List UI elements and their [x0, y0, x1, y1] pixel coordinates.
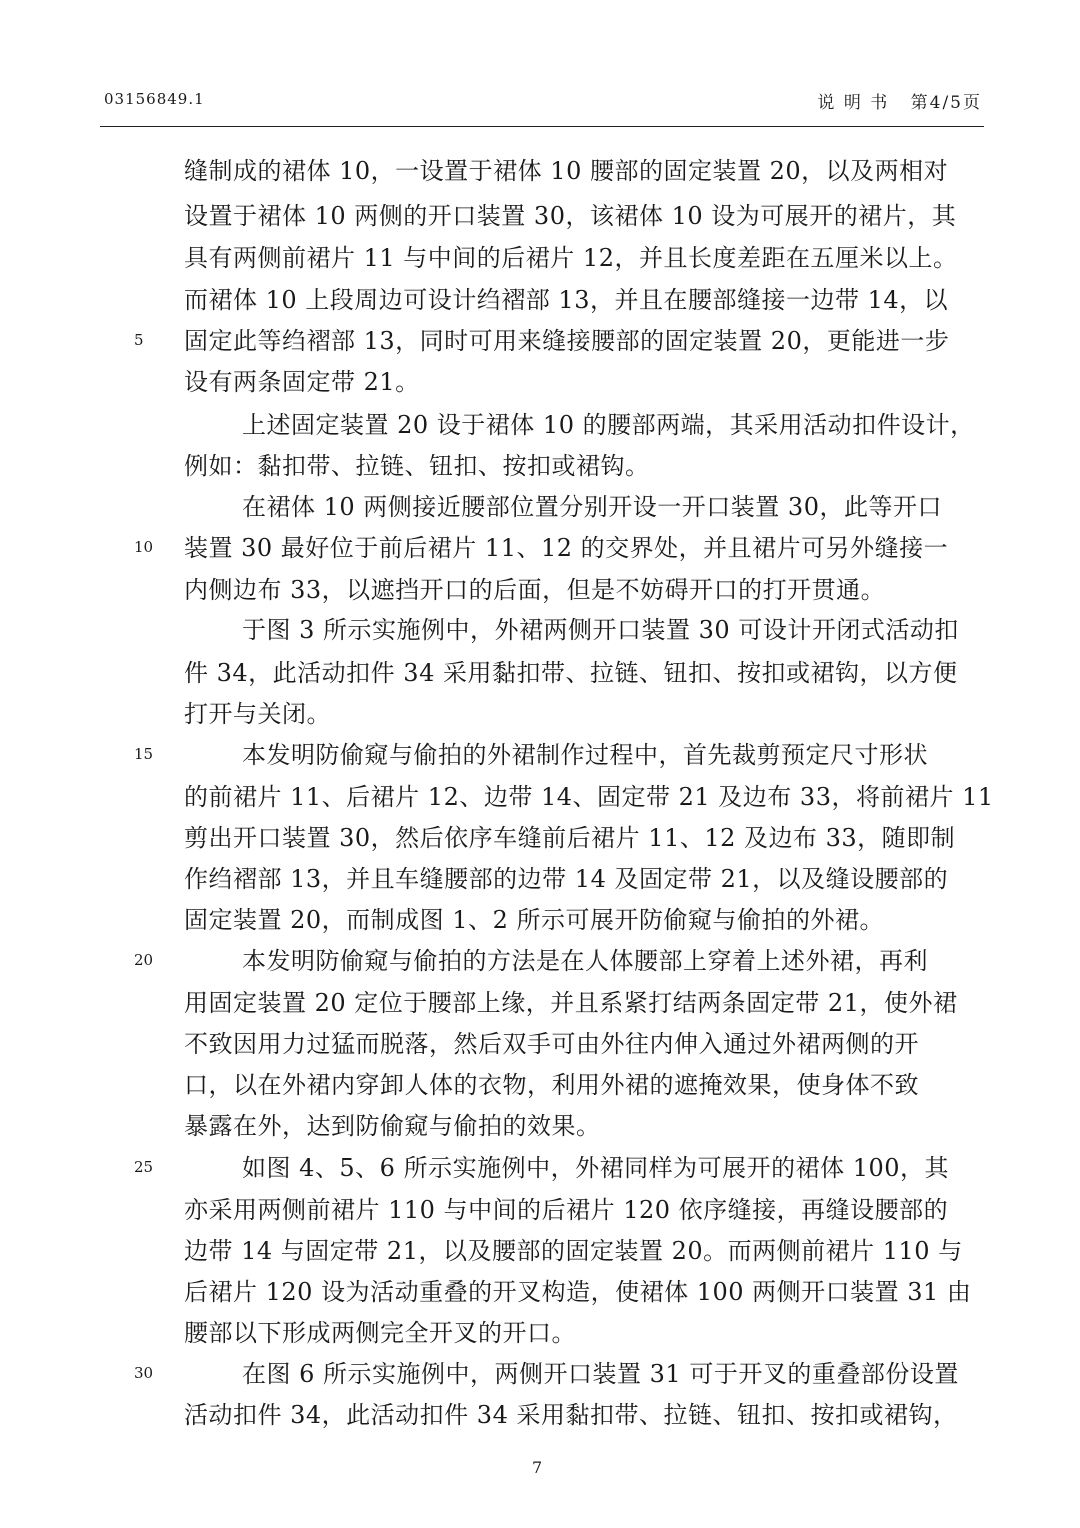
body-line: 内侧边布 33，以遮挡开口的后面，但是不妨碍开口的打开贯通。 [184, 576, 886, 604]
body-line: 固定装置 20，而制成图 1、2 所示可展开防偷窥与偷拍的外裙。 [184, 906, 884, 934]
body-line: 边带 14 与固定带 21，以及腰部的固定装置 20。而两侧前裙片 110 与 [184, 1237, 963, 1265]
body-line: 而裙体 10 上段周边可设计绉褶部 13，并且在腰部缝接一边带 14，以 [184, 286, 949, 314]
body-line: 例如：黏扣带、拉链、钮扣、按扣或裙钩。 [184, 452, 650, 480]
line-number: 5 [134, 331, 144, 349]
body-line: 装置 30 最好位于前后裙片 11、12 的交界处，并且裙片可另外缝接一 [184, 534, 949, 562]
header-page-info: 第4/5页 [910, 93, 982, 113]
body-line: 设有两条固定带 21。 [184, 368, 420, 396]
body-line: 亦采用两侧前裙片 110 与中间的后裙片 120 依序缝接，再缝设腰部的 [184, 1196, 949, 1224]
line-number: 30 [134, 1364, 154, 1382]
body-line: 口，以在外裙内穿卸人体的衣物，利用外裙的遮掩效果，使身体不致 [184, 1071, 919, 1099]
body-line: 在裙体 10 两侧接近腰部位置分别开设一开口装置 30，此等开口 [242, 493, 942, 521]
body-line: 剪出开口装置 30，然后依序车缝前后裙片 11、12 及边布 33，随即制 [184, 824, 956, 852]
body-line: 本发明防偷窥与偷拍的外裙制作过程中，首先裁剪预定尺寸形状 [242, 741, 928, 769]
body-line: 件 34，此活动扣件 34 采用黏扣带、拉链、钮扣、按扣或裙钩，以方便 [184, 659, 958, 687]
body-line: 本发明防偷窥与偷拍的方法是在人体腰部上穿着上述外裙，再利 [242, 947, 928, 975]
body-line: 活动扣件 34，此活动扣件 34 采用黏扣带、拉链、钮扣、按扣或裙钩， [184, 1401, 958, 1429]
body-line: 于图 3 所示实施例中，外裙两侧开口装置 30 可设计开闭式活动扣 [242, 616, 959, 644]
line-number: 20 [134, 951, 154, 969]
header-rule [100, 126, 984, 127]
header-application-number: 03156849.1 [104, 90, 205, 108]
line-number: 10 [134, 538, 154, 556]
line-number: 25 [134, 1158, 154, 1176]
body-line: 上述固定装置 20 设于裙体 10 的腰部两端，其采用活动扣件设计， [242, 411, 975, 439]
body-line: 腰部以下形成两侧完全开叉的开口。 [184, 1319, 576, 1347]
body-line: 缝制成的裙体 10，一设置于裙体 10 腰部的固定装置 20，以及两相对 [184, 157, 949, 185]
page-number: 7 [532, 1458, 543, 1477]
body-line: 在图 6 所示实施例中，两侧开口装置 31 可于开叉的重叠部份设置 [242, 1360, 959, 1388]
body-line: 用固定装置 20 定位于腰部上缘，并且系紧打结两条固定带 21，使外裙 [184, 989, 958, 1017]
body-line: 后裙片 120 设为活动重叠的开叉构造，使裙体 100 两侧开口装置 31 由 [184, 1278, 972, 1306]
body-line: 作绉褶部 13，并且车缝腰部的边带 14 及固定带 21，以及缝设腰部的 [184, 865, 949, 893]
body-line: 如图 4、5、6 所示实施例中，外裙同样为可展开的裙体 100，其 [242, 1154, 950, 1182]
body-line: 打开与关闭。 [184, 700, 331, 728]
body-line: 的前裙片 11、后裙片 12、边带 14、固定带 21 及边布 33，将前裙片 11 [184, 783, 994, 811]
header-doc-info [817, 88, 982, 113]
body-line: 设置于裙体 10 两侧的开口装置 30，该裙体 10 设为可展开的裙片，其 [184, 202, 957, 230]
body-line: 固定此等绉褶部 13，同时可用来缝接腰部的固定装置 20，更能进一步 [184, 327, 950, 355]
body-line: 具有两侧前裙片 11 与中间的后裙片 12，并且长度差距在五厘米以上。 [184, 244, 958, 272]
body-line: 暴露在外，达到防偷窥与偷拍的效果。 [184, 1112, 601, 1140]
body-line: 不致因用力过猛而脱落，然后双手可由外往内伸入通过外裙两侧的开 [184, 1030, 919, 1058]
header-doc-type: 说 明 书 [817, 93, 890, 113]
line-number: 15 [134, 745, 154, 763]
